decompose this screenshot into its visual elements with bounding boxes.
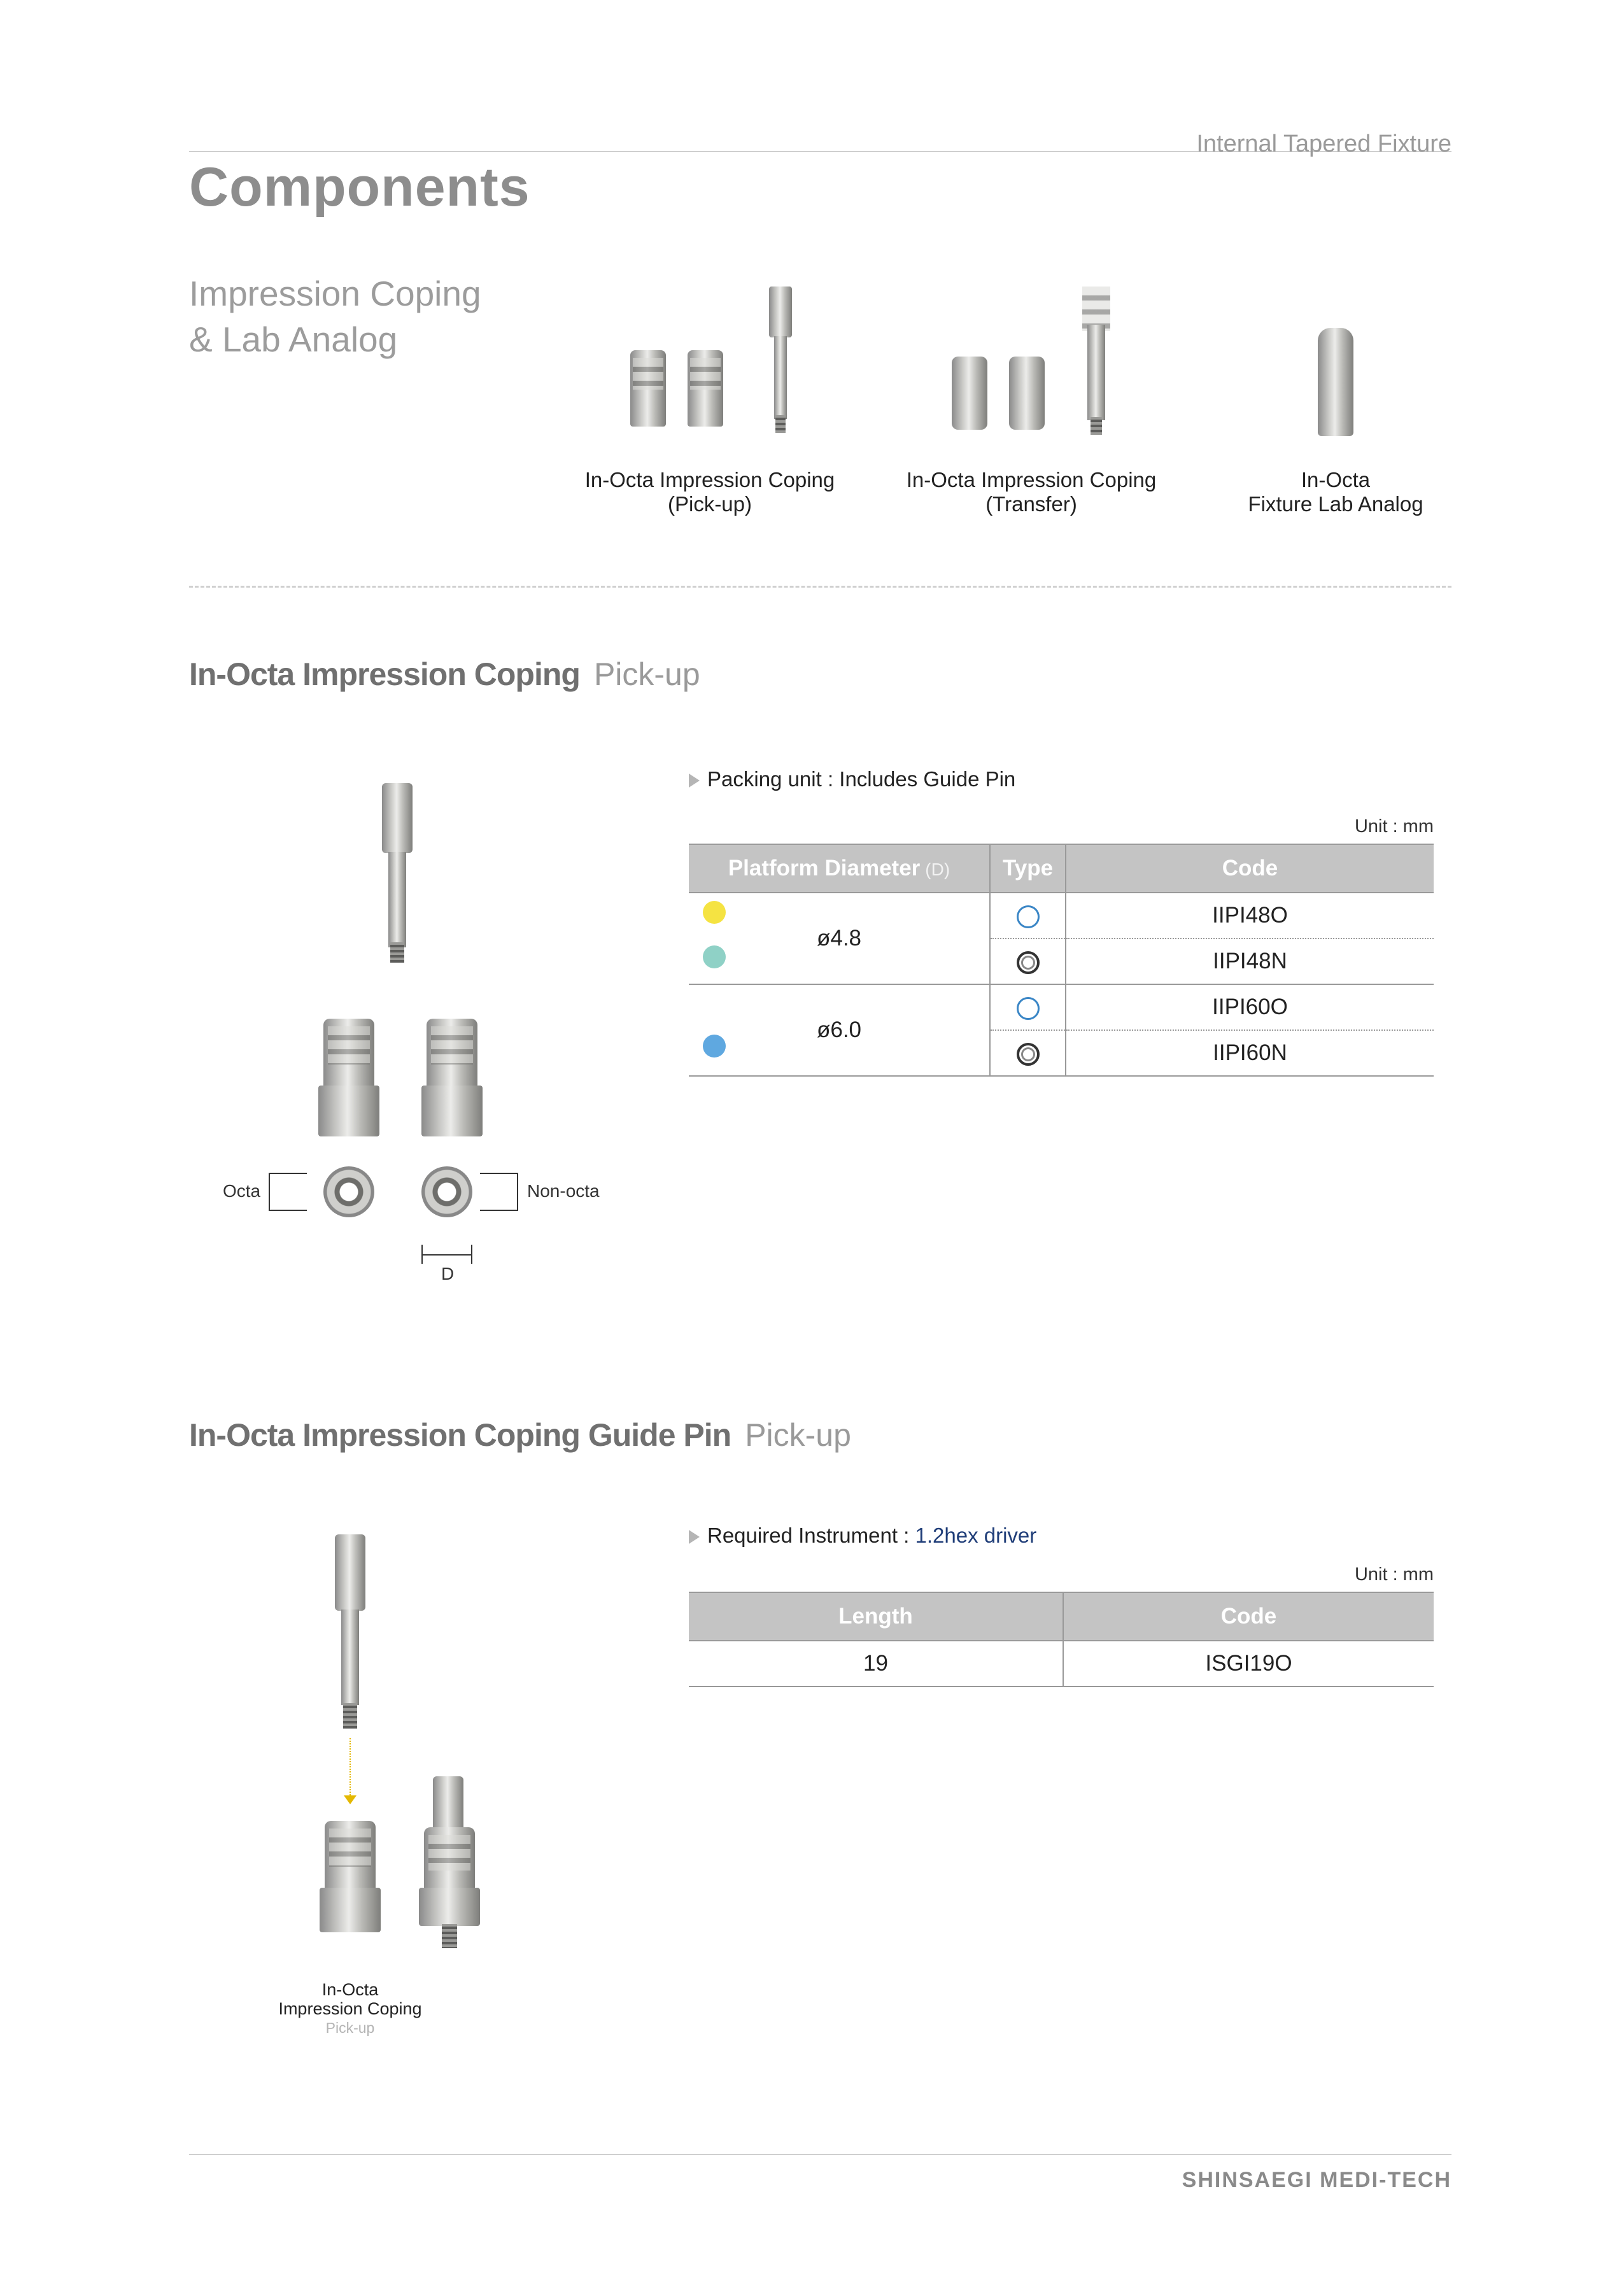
code-cell: ISGI19O <box>1063 1641 1434 1687</box>
octa-type-icon <box>1017 997 1040 1020</box>
pickup-illustration <box>216 770 624 1299</box>
unit-label: Unit : mm <box>1354 1564 1434 1585</box>
non-octa-type-icon <box>1017 951 1040 974</box>
bullet-triangle-icon <box>689 1530 700 1544</box>
guide-pin-caption: In-Octa Impression Coping Pick-up <box>278 1980 422 2036</box>
pickup-spec-table <box>689 844 1434 1077</box>
page-title: Components <box>189 157 530 218</box>
code-cell: IIPI60N <box>1066 1030 1434 1076</box>
footer-rule <box>189 2154 1451 2155</box>
table-row <box>689 893 1434 938</box>
octa-type-icon <box>1017 905 1040 928</box>
col-type: Type <box>990 844 1066 893</box>
product-caption-transfer: In-Octa Impression Coping (Transfer) <box>906 468 1157 516</box>
guide-pin-heading: In-Octa Impression Coping Guide Pin Pick-up <box>189 1417 851 1453</box>
col-code: Code <box>1063 1592 1434 1641</box>
col-code: Code <box>1066 844 1434 893</box>
col-length: Length <box>689 1592 1063 1641</box>
bullet-triangle-icon <box>689 774 700 788</box>
color-dot-teal <box>703 945 726 968</box>
subtitle-line-1: Impression Coping <box>189 274 481 313</box>
type-cell <box>990 938 1066 984</box>
guide-pin-spec-table <box>689 1592 1434 1687</box>
product-caption-pickup: In-Octa Impression Coping (Pick-up) <box>584 468 835 516</box>
label-octa: Octa <box>223 1181 261 1201</box>
code-cell: IIPI48O <box>1066 893 1434 938</box>
product-image-transfer-set <box>945 287 1136 439</box>
code-cell: IIPI60O <box>1066 984 1434 1030</box>
platform-diameter-cell: ø4.8 <box>689 893 990 984</box>
packing-unit: Packing unit : Includes Guide Pin <box>689 767 1015 791</box>
code-cell: IIPI48N <box>1066 938 1434 984</box>
color-dot-yellow <box>703 901 726 924</box>
header-tag: Internal Tapered Fixture <box>1196 131 1451 157</box>
subtitle-line-2: & Lab Analog <box>189 320 398 359</box>
guide-pin-illustration <box>306 1528 522 1986</box>
product-image-pickup-set <box>624 280 802 439</box>
product-caption-lab-analog: In-Octa Fixture Lab Analog <box>1248 468 1423 516</box>
table-row <box>689 984 1434 1030</box>
table-row <box>689 1641 1434 1687</box>
type-cell <box>990 893 1066 938</box>
section-divider <box>189 586 1451 588</box>
label-non-octa: Non-octa <box>527 1181 600 1201</box>
type-cell <box>990 984 1066 1030</box>
non-octa-type-icon <box>1017 1043 1040 1066</box>
length-cell: 19 <box>689 1641 1063 1687</box>
col-platform-diameter: Platform Diameter (D) <box>689 844 990 893</box>
brand-logo: SHINSAEGI MEDI-TECH <box>1182 2168 1451 2192</box>
type-cell <box>990 1030 1066 1076</box>
color-dot-blue <box>703 1035 726 1058</box>
section-subtitle <box>189 271 481 362</box>
pickup-heading: In-Octa Impression Coping Pick-up <box>189 656 700 692</box>
product-image-lab-analog <box>1318 328 1353 436</box>
label-diameter: D <box>441 1264 455 1284</box>
unit-label: Unit : mm <box>1354 816 1434 837</box>
required-instrument: Required Instrument : 1.2hex driver <box>689 1524 1036 1548</box>
platform-diameter-cell: ø6.0 <box>689 984 990 1076</box>
